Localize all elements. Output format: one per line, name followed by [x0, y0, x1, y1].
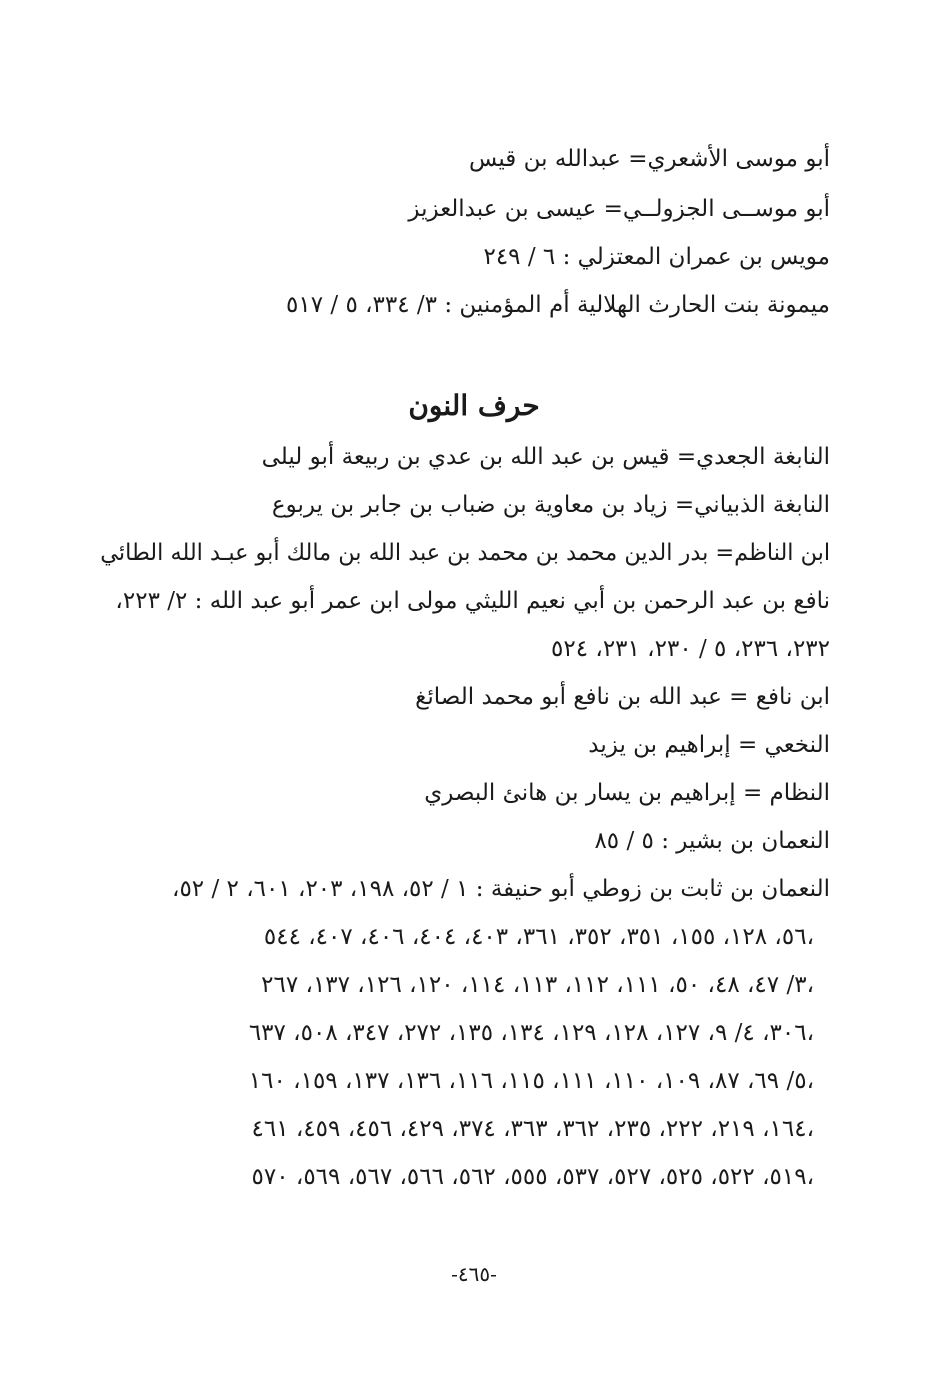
index-entry: ميمونة بنت الحارث الهلالية أم المؤمنين : ٣/ ٣٣٤، ٥ / ٥١٧ [286, 292, 830, 318]
index-entry-continuation: ٢٣٢، ٢٣٦، ٥ / ٢٣٠، ٢٣١، ٥٢٤ [551, 636, 830, 662]
index-entry-continuation: ٥/ ٦٩، ٨٧، ١٠٩، ١١٠، ١١١، ١١٥، ١١٦، ١٣٦، ١٣٧، ١٥٩، ١٦٠، [248, 1068, 814, 1094]
page-number: -٤٦٥- [451, 1262, 497, 1286]
index-entry: مويس بن عمران المعتزلي : ٦ / ٢٤٩ [483, 244, 830, 270]
index-entry: النخعي = إبراهيم بن يزيد [588, 732, 830, 758]
index-entry: النابغة الجعدي= قيس بن عبد الله بن عدي بن ربيعة أبو ليلى [261, 444, 830, 470]
index-entry: أبو موســى الجزولــي= عيسى بن عبدالعزيز [408, 196, 830, 222]
index-entry-continuation: ٥١٩، ٥٢٢، ٥٢٥، ٥٢٧، ٥٣٧، ٥٥٥، ٥٦٢، ٥٦٦، ٥٦٧، ٥٦٩، ٥٧٠، [251, 1164, 814, 1190]
index-entry-continuation: ٥٦، ١٢٨، ١٥٥، ٣٥١، ٣٥٢، ٣٦١، ٤٠٣، ٤٠٤، ٤٠٦، ٤٠٧، ٥٤٤، [263, 924, 814, 950]
index-entry: ابن الناظم= بدر الدين محمد بن محمد بن عبد الله بن مالك أبو عبـد الله الطائي [100, 540, 830, 566]
index-entry: ابن نافع = عبد الله بن نافع أبو محمد الصائغ [415, 684, 830, 710]
index-entry-continuation: ١٦٤، ٢١٩، ٢٢٢، ٢٣٥، ٣٦٢، ٣٦٣، ٣٧٤، ٤٢٩، ٤٥٦، ٤٥٩، ٤٦١، [251, 1116, 814, 1142]
index-entry: نافع بن عبد الرحمن بن أبي نعيم الليثي مولى ابن عمر أبو عبد الله : ٢/ ٢٢٣، [115, 588, 830, 614]
index-entry: النعمان بن بشير : ٥ / ٨٥ [594, 828, 830, 854]
index-entry: النعمان بن ثابت بن زوطي أبو حنيفة : ١ / ٥٢، ١٩٨، ٢٠٣، ٦٠١، ٢ / ٥٢، [172, 876, 830, 902]
index-entry: أبو موسى الأشعري= عبدالله بن قيس [469, 146, 830, 172]
section-heading: حرف النون [408, 389, 540, 422]
index-entry: النظام = إبراهيم بن يسار بن هانئ البصري [424, 780, 830, 806]
index-entry-continuation: ٣٠٦، ٤/ ٩، ١٢٧، ١٢٨، ١٢٩، ١٣٤، ١٣٥، ٢٧٢، ٣٤٧، ٥٠٨، ٦٣٧، [248, 1020, 814, 1046]
index-entry-continuation: ٣/ ٤٧، ٤٨، ٥٠، ١١١، ١١٢، ١١٣، ١١٤، ١٢٠، ١٢٦، ١٣٧، ٢٦٧، [261, 972, 814, 998]
index-entry: النابغة الذبياني= زياد بن معاوية بن ضباب بن جابر بن يربوع [271, 492, 830, 518]
